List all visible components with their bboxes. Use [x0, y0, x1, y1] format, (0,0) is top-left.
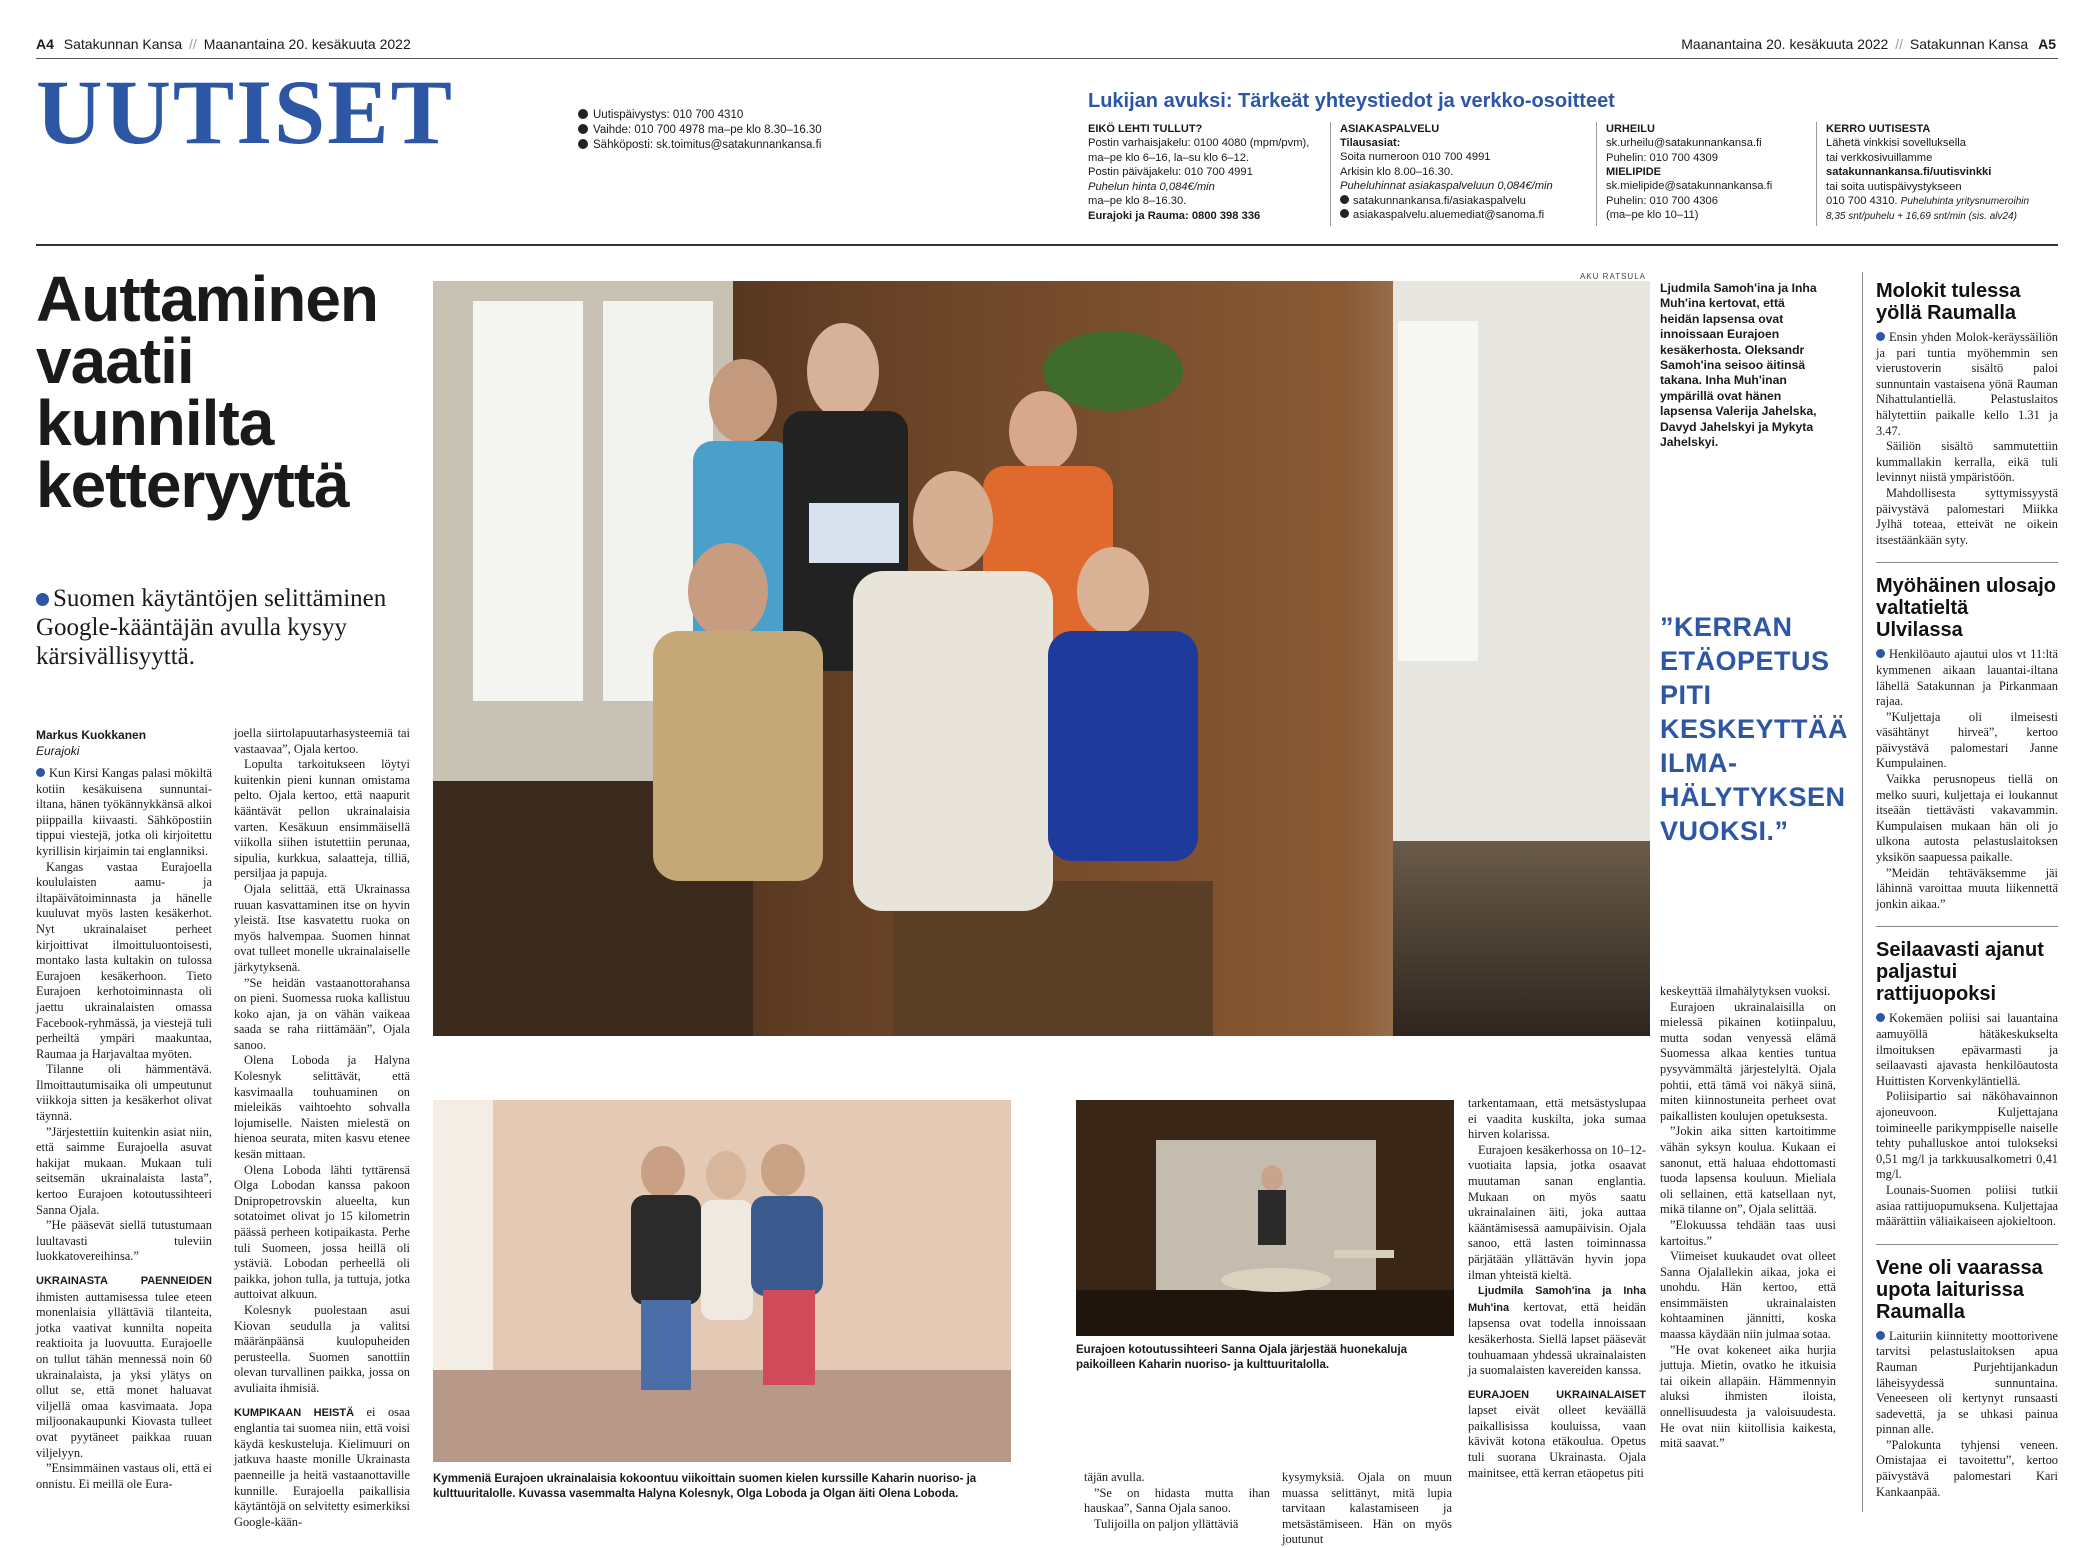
photo-sanna-ojala-caption: Eurajoen kotoutussihteeri Sanna Ojala järjestää huonekaluja paikoilleen Kaharin nuoriso- ja kulttuuritalolla. — [1076, 1344, 1408, 1371]
section-title: UUTISET — [36, 61, 454, 163]
article-col-4: kysymyksiä. Ojala on muun muassa selittänyt, mitä lupia tarvitaan kalastamiseen ja metsästämiseen. Hän on myös joutunut — [1282, 1470, 1452, 1547]
article-col-6: keskeyttää ilmahälytyksen vuoksi. Eurajoen ukrainalaisilla on mielessä pikainen kotiinpaluu, mutta sodan venyessä elämä Suomessa alkaa kenties tuntua pysyvämmältä järjestelyltä. Ojala pohtii, että tämä voi näkyä siinä, miten kiinnostuneita perheet ovat paikallisten koulujen opetuksesta. ”Jokin aika sitten kartoitimme vähän syksyn koulua. Kukaan ei sanonut, että haluaa ehdottomasti tuoda lapsensa kouluun. Mieliala oli sellainen, että katsellaan nyt, mikä tilanne on”, Ojala selittää. ”Elokuussa tehdään taas uusi kartoitus.” Viimeiset kuukaudet ovat olleet Sanna Ojalallekin aikaa, joka ei unohdu. Hän kertoo, että ensimmäisten ukrainalaisten kohtaaminen jännitti, koska maassa käydään niin julmaa sotaa. ”He ovat kokeneet aika hurjia juttuja. Mietin, ovatko he itkuisia tai oikein allapäin. Hämmennyin aluksi ihmisten iloista, onnellisuudesta ja valoisuudesta. He ovat niin kiitollisia kaikesta, mitä saavat.” — [1660, 984, 1836, 1451]
pull-quote: ”KERRAN ETÄOPETUS PITI KESKEYTTÄÄ ILMA-HÄLYTYKSEN VUOKSI.” — [1660, 612, 1849, 846]
briefs-divider — [1862, 272, 1863, 1512]
article-col-2: joella siirtolapuutarhasysteemiä tai vastaavaa”, Ojala kertoo. Lopulta tarkoitukseen löytyi kuitenkin pieni kunnan omistama pelto. Ojala kertoo, että naapurit kääntävät pellon ukrainalaisia varten. Kesäkuun ensimmäisellä viikolla siihen istutettiin perunaa, sipulia, kurkkua, salaatteja, tilliä, persiljaa ja papuja. Ojala selittää, että Ukrainassa ruuan kasvattaminen itse on hyvin yleistä. Itse kasvatettu ruoka on myös halvempaa. Suomen hinnat ovat tulleet monelle ukrainalaiselle järkytyksenä. ”Se heidän vastaanottorahansa on pieni. Suomessa ruoka kallistuu koko ajan, ja on vähän vaikeaa saada se raha riittämään”, Ojala sanoo. Olena Loboda ja Halyna Kolesnyk selittävät, että kasvimaalla touhuaminen on mieleikäs vaihtoehto sohvalla lojumiselle. Naisten mielestä on hienoa seurata, miten kasvu etenee kesän mittaan. Olena Loboda lähti tyttärensä Olga Lobodan kanssa pakoon Dnipropetrovskin alueelta, kun sotatoimet olivat jo 15 kilometrin päässä perheen kotipaikasta. Perhe tuli Suomeen, jossa heillä oli ystäviä. Lobodan perheellä oli paikka, johon tulla, ja tuttuja, jotka auttoivat alkuun. Kolesnyk puolestaan asui Kiovan seudulla ja valitsi määränpäänsä kuulopuheiden perusteella. Suomen sanottiin olevan turvallinen paikka, jossa on avuliaita ihmisiä. KUMPIKAAN HEISTÄ ei osaa englantia tai suomea niin, että voisi käydä keskusteluja. Kielimuuri on jatkuva haaste monille Ukrainasta paenneille ja heitä vastaanottaville kunnille. Eurajoella paikallisia käytäntöjä on selvitetty esimerkiksi Google-kään- — [234, 726, 410, 1529]
main-photo — [433, 281, 1650, 1036]
article-col-5: tarkentamaan, että metsästyslupaa ei vaadita kuskilta, joka sumaa hirven kolarissa. Eurajoen kesäkerhossa on 10–12-vuotiaita lapsia, jotka osaavat muutaman sanan englantia. Mukaan on myös saatu ukrainalainen äiti, joka auttaa kääntämisessä aamupäivisin. Ojala sanoo, että lasten toiminnassa pärjätään yllättävän hyvin jopa ilman yhteistä kieltä. Ljudmila Samoh'ina ja Inha Muh'ina kertovat, että heidän lapsensa ovat todella innoissaan kesäkerhosta. Siellä lapset pääsevät touhuamaan yhdessä ukrainalaisten ja suomalaisten kavereiden kanssa. EURAJOEN UKRAINALAISET lapset eivät olleet keväällä paikallisissa kouluissa, vaan kävivät kotona etäkoulua. Opetus tuli suorana Ukrainasta. Ojala mainitsee, että kerran etäopetus piti — [1468, 1096, 1646, 1480]
article-col-1: Kun Kirsi Kangas palasi mökiltä kotiin kesäkuisena sunnuntai-iltana, hänen työkännykkänsä alkoi piippailla kiivaasti. Sähköpostiin tippui viestejä, jotka oli kirjoitettu kyrillisin kirjaimin tai englanniksi. Kangas vastaa Eurajoella koululaisten aamu- ja iltapäivätoiminnasta ja hänelle kuuluvat myös lasten kesäkerhot. Nyt ukrainalaiset perheet kirjoittivat ilmoittuluontoisesti, montako lasta kultakin on tulossa Eurajoen kesäkerhoon. Tieto Eurajoen kerhotoiminnasta oli jaettu ukrainalaisten omassa Facebook-ryhmässä, ja viestejä tuli perheiltä ympäri maakuntaa, Raumaa ja Harjavaltaa myöten. Tilanne oli hämmentävä. Ilmoittautumisaika oli umpeutunut viikkoja sitten ja kesäkerhot olivat täynnä. ”Järjestettiin kuitenkin asiat niin, että saimme Eurajoella asuvat hakijat mukaan. Mukaan tuli seitsemän ukrainalaista lasta”, kertoo Eurajoen kotoutussihteeri Sanna Ojala. ”He pääsevät siellä tutustumaan luultavasti tuleviin luokkatovereihinsa.” UKRAINASTA PAENNEIDEN ihmisten auttamisessa tulee eteen monenlaisia yllättäviä tilanteita, jotka vaativat kunnilta nopeita reaktioita ja luovuutta. Eurajoelle on tullut tähän mennessä noin 60 ukrainalaista, ja yksi ylätys on ollut se, että monet haluavat viljellä omaa kasvimaata. Jopa miljoonakaupunki Kiovasta tulleet ovat pyytäneet paikkaa ruuan viljelyyn. ”Ensimmäinen vastaus oli, että ei onnistu. Ei meillä ole Eura- — [36, 766, 212, 1491]
lead: Suomen käytäntöjen selittäminen Google-kääntäjän avulla kysyy kärsivällisyyttä. — [36, 585, 387, 670]
page-number-right: A5 — [2038, 36, 2056, 52]
newsroom-contacts: Uutispäivystys: 010 700 4310 Vaihde: 010 700 4978 ma–pe klo 8.30–16.30 Sähköposti: sk.toimitus@satakunnankansa.fi — [578, 108, 822, 153]
info-col-sports: URHEILU sk.urheilu@satakunnankansa.fi Puhelin: 010 700 4309 MIELIPIDE sk.mielipide@satakunnankansa.fi Puhelin: 010 700 4306 (ma–pe klo 10–11) — [1606, 123, 1773, 222]
brief-4: Vene oli vaarassa upota laiturissa Raumalla Laituriin kiinnitetty moottorivene tarvitsi pelastuslaitoksen apua Rauman Purjehtijankadun läheisyydessä sunnuntaina. Veneeseen oli kertynyt runsaasti sadevettä, ja se uhkasi painua pinnan alle. ”Palokunta tyhjensi veneen. Omistajaa ei tavoitettu”, kertoo päivystävä palomestari Kari Kankaanpää. — [1876, 1256, 2058, 1499]
photo-three-women-caption: Kymmeniä Eurajoen ukrainalaisia kokoontuu viikoittain suomen kielen kurssille Kaharin nuoriso- ja kulttuuritalolle. Kuvassa vasemmalta Halyna Kolesnyk, Olga Loboda ja Olgan äiti Olena Loboda. — [433, 1473, 977, 1500]
info-col-customer-service: ASIAKASPALVELU Tilausasiat: Soita numeroon 010 700 4991 Arkisin klo 8.00–16.30. Puheluhinnat asiakaspalveluun 0,084€/min satakunnankansa.fi/asiakaspalvelu asiakaspalvelu.aluemediat@sanoma.fi — [1340, 123, 1553, 222]
email-icon — [578, 139, 588, 149]
main-photo-caption: Ljudmila Samoh'ina ja Inha Muh'ina kertovat, että heidän lapsensa ovat innoissaan Eurajoen kesäkerhosta. Oleksandr Samoh'ina seisoo äitinsä takana. Inha Muh'inan ympärillä ovat hänen lapsensa Valerija Jahelska, Davyd Jahelskyi ja Mykyta Jahelskyi. — [1660, 281, 1817, 450]
bullet-icon — [1876, 1331, 1885, 1340]
main-photo-illustration — [433, 281, 1650, 1036]
top-separator — [36, 244, 2058, 246]
page-number-left: A4 — [36, 36, 54, 52]
paper-name-left: Satakunnan Kansa — [63, 36, 183, 52]
info-col-delivery: EIKÖ LEHTI TULLUT? Postin varhaisjakelu: 0100 4080 (mpm/pvm), ma–pe klo 6–16, la–su klo 6–12. Postin päiväjakelu: 010 700 4991 Puhelun hinta 0,084€/min ma–pe klo 8–16.30. Eurajoki ja Rauma: 0800 398 336 — [1088, 123, 1310, 222]
brief-2: Myöhäinen ulosajo valtatieltä Ulvilassa Henkilöauto ajautui ulos vt 11:ltä kymmenen aikaan lauantai-iltana lähellä Satakunnan ja Pirkanmaan rajaa. ”Kuljettaja oli ilmeisesti väsähtänyt hirveä”, kertoo päivystävä palomestari Janne Kumpulainen. Vaikka perusnopeus tiellä on melko suuri, kuljettaja ei loukannut itseään tiettävästi vakavammin. Kumpulaisen mukaan hän oli jo ulkona autosta pelastuslaitoksen yksikön saapuessa paikalle. ”Meidän tehtäväksemme jäi lähinnä varoittaa muuta liikennettä jonkin aikaa.” — [1876, 575, 2058, 911]
phone-icon — [578, 124, 588, 134]
bullet-icon — [36, 593, 49, 606]
bullet-icon — [1876, 1013, 1885, 1022]
paper-name-right: Satakunnan Kansa — [1909, 36, 2029, 52]
photo-sanna-ojala — [1076, 1100, 1454, 1336]
date-left: Maanantaina 20. kesäkuuta 2022 — [203, 36, 411, 52]
right-folio: Maanantaina 20. kesäkuuta 2022 // Satakunnan Kansa A5 — [1681, 36, 2056, 52]
bullet-icon — [1876, 649, 1885, 658]
headline: Auttaminen vaatii kunnilta ketteryyttä — [36, 263, 378, 521]
phone-icon — [578, 109, 588, 119]
briefs-column — [1876, 280, 2058, 1500]
bullet-icon — [36, 768, 45, 777]
email-icon — [1340, 209, 1349, 218]
header-rule — [36, 58, 2058, 59]
date-right: Maanantaina 20. kesäkuuta 2022 — [1681, 36, 1889, 52]
article-col-3: täjän avulla. ”Se on hidasta mutta ihan hauskaa”, Sanna Ojala sanoo. Tulijoilla on paljon yllättäviä — [1084, 1470, 1270, 1531]
link-icon — [1340, 195, 1349, 204]
brief-3: Seilaavasti ajanut paljastui rattijuopoksi Kokemäen poliisi sai lauantaina aamuyöllä hätäkeskukselta ilmoituksen epävarmasti ja seilaavasti ajavasta henkilöautosta Huittisten Korvenkyläntiellä. Poliisipartio sai näköhavainnon ajoneuvoon. Kuljettajana toimineelle parikymppiselle naiselle tehty puhalluskoe antoi tulokseksi 0,51 mg/l ja tarkkuusalkometri 0,41 mg/l. Lounais-Suomen poliisi tutkii asiaa rattijuopumuksena. Kuljettajaa määrättiin väliaikaiseen ajokieltoon. — [1876, 939, 2058, 1229]
byline: Markus Kuokkanen Eurajoki — [36, 728, 147, 758]
photo-three-women — [433, 1100, 1011, 1462]
info-title: Lukijan avuksi: Tärkeät yhteystiedot ja verkko-osoitteet — [1088, 90, 1615, 112]
info-col-tips: KERRO UUTISESTA Lähetä vinkkisi sovelluksella tai verkkosivuillamme satakunnankansa.fi/uutisvinkki tai soita uutispäivystykseen 010 700 4310. Puheluhinta yritysnumeroihin 8,35 snt/puhelu + 16,69 snt/min (sis. alv24) — [1826, 123, 2030, 222]
left-folio: A4 Satakunnan Kansa // Maanantaina 20. kesäkuuta 2022 — [36, 36, 411, 52]
photo-credit: AKU RATSULA — [1580, 272, 1646, 281]
brief-1: Molokit tulessa yöllä Raumalla Ensin yhden Molok-keräyssäiliön ja pari tuntia myöhemmin sen vierustoverin sisältö paloi sunnuntain vastaisena yönä Rauman Nihattulantiellä. Pelastuslaitos hälytettiin paikalle kello 1.31 ja 3.47. Säiliön sisältö sammutettiin kummallakin kerralla, eikä tuli levinnyt niistä ympäristöön. Mahdollisesta syttymissyystä päivystävä palomestari Miikka Jylhä toteaa, etteivät ne oikein itsestäänkään syty. — [1876, 280, 2058, 547]
bullet-icon — [1876, 332, 1885, 341]
